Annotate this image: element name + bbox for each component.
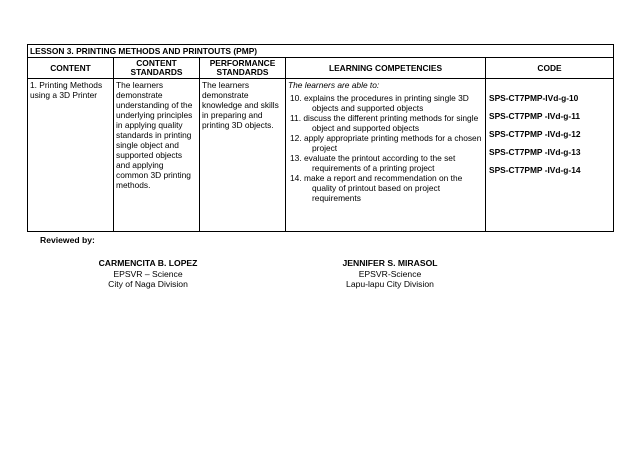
competency-item: 13. evaluate the printout according to the set requirements of a printing project	[290, 153, 456, 173]
signer-office: City of Naga Division	[108, 279, 188, 289]
code-item: SPS-CT7PMP -IVd-g-14	[489, 165, 581, 175]
header-performance-standards: PERFORMANCE STANDARDS	[200, 58, 286, 79]
code-item: SPS-CT7PMP-IVd-g-10	[489, 93, 579, 103]
content-cell: 1. Printing Methods using a 3D Printer	[28, 79, 114, 232]
performance-standards-cell: The learners demonstrate knowledge and skills in preparing and printing 3D objects.	[200, 79, 286, 232]
competencies-cell	[286, 79, 486, 232]
competencies-list	[288, 93, 483, 203]
signer-title: EPSVR-Science	[358, 268, 422, 279]
content-standards-cell: The learners demonstrate understanding of the underlying principles in applying quality standards in printing single object and supported objects and applying common 3D printing methods.	[114, 79, 200, 232]
competencies-intro: The learners are able to:	[288, 80, 380, 90]
reviewed-by-label: Reviewed by:	[40, 235, 95, 245]
code-item: SPS-CT7PMP -IVd-g-12	[489, 129, 581, 139]
header-content-standards: CONTENT STANDARDS	[114, 58, 200, 79]
code-item: SPS-CT7PMP -IVd-g-13	[489, 147, 581, 157]
header-code: CODE	[486, 58, 614, 79]
header-content: CONTENT	[28, 58, 114, 79]
lesson-title: LESSON 3. PRINTING METHODS AND PRINTOUTS (PMP)	[28, 45, 614, 58]
code-item: SPS-CT7PMP -IVd-g-11	[489, 111, 581, 121]
signer-name: CARMENCITA B. LOPEZ	[98, 258, 198, 268]
signer-mirasol	[330, 258, 450, 290]
lesson-table	[27, 44, 614, 232]
competency-item: 14. make a report and recommendation on the quality of printout based on project requirements	[290, 173, 463, 203]
header-learning-competencies: LEARNING COMPETENCIES	[286, 58, 486, 79]
signer-title: EPSVR – Science	[113, 268, 183, 279]
codes-cell	[486, 79, 614, 232]
competency-item: 12. apply appropriate printing methods for a chosen project	[290, 133, 482, 153]
signer-lopez	[88, 258, 208, 290]
signer-office: Lapu-lapu City Division	[346, 279, 434, 289]
signer-name: JENNIFER S. MIRASOL	[342, 258, 438, 268]
competency-item: 11. discuss the different printing methods for single object and supported objects	[290, 113, 479, 133]
competency-item: 10. explains the procedures in printing single 3D objects and supported objects	[290, 93, 469, 113]
